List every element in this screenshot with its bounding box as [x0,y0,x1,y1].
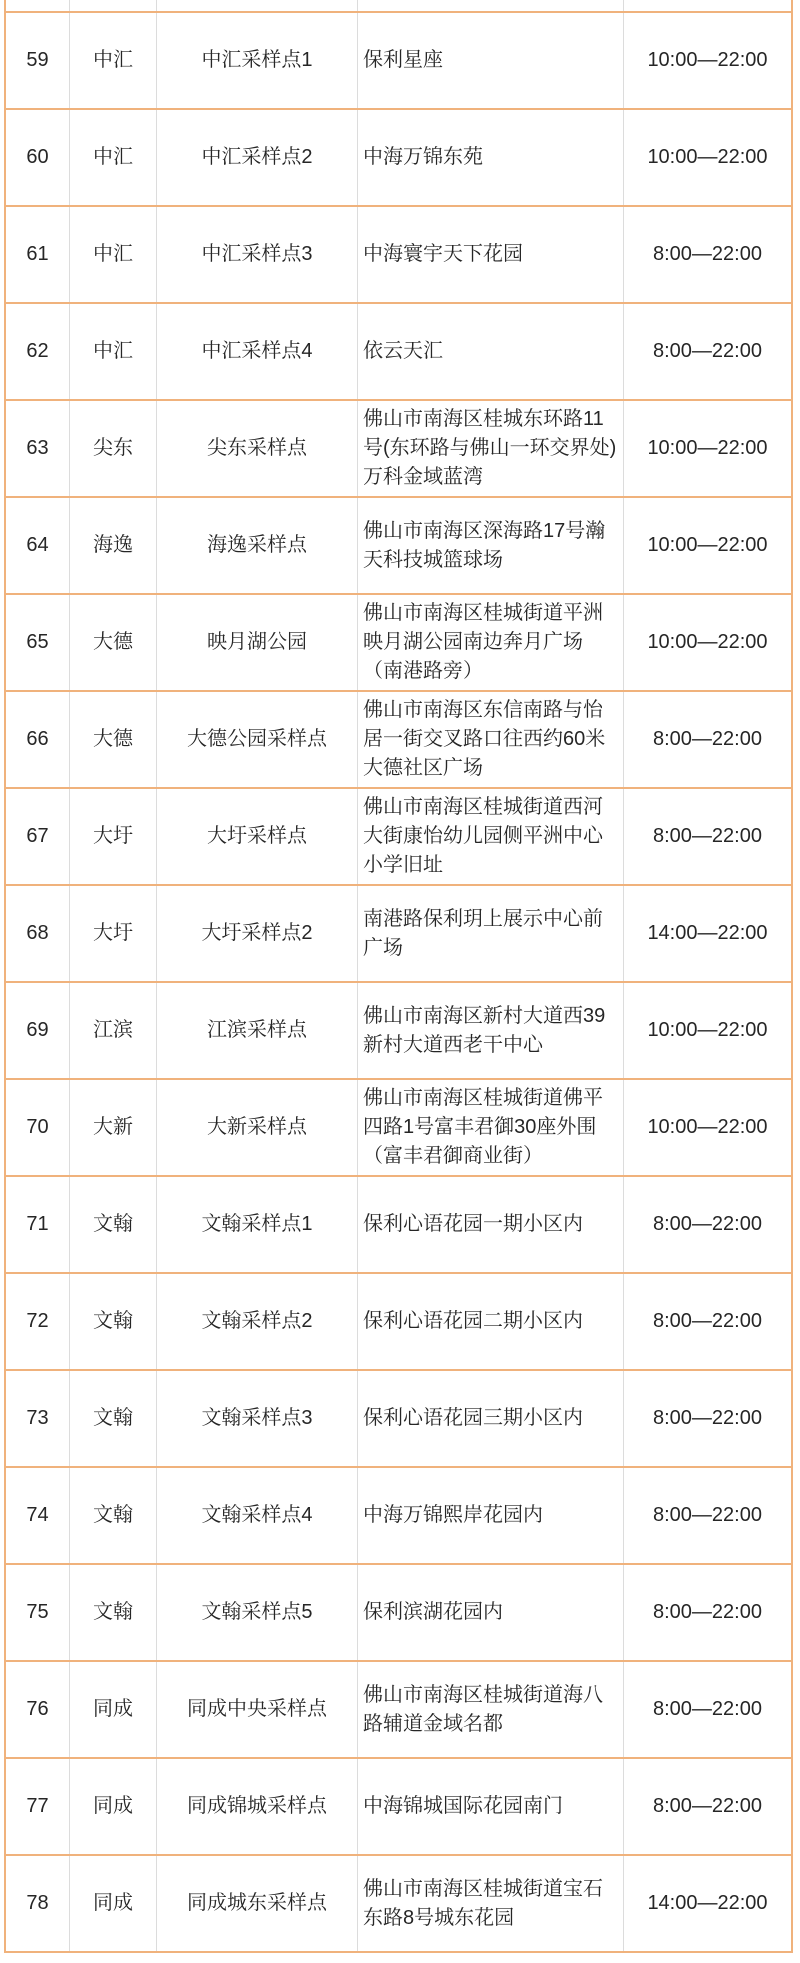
table-body [6,13,791,1953]
row-number-cell: 62 [26,340,49,362]
hours-cell: 8:00—22:00 [623,304,791,399]
area-cell: 文翰 [69,1565,156,1660]
site-name-cell: 文翰采样点3 [156,1371,357,1466]
address-cell: 佛山市南海区桂城东环路11号(东环路与佛山一环交界处)万科金域蓝湾 [357,401,623,496]
sampling-points-table [4,0,793,1953]
area-cell: 文翰 [69,1371,156,1466]
site-name-cell: 映月湖公园 [156,595,357,690]
address-cell: 南港路保利玥上展示中心前广场 [357,886,623,981]
address-cell: 中海寰宇天下花园 [357,207,623,302]
row-number-cell: 76 [26,1698,49,1720]
site-name-cell: 中汇采样点4 [156,304,357,399]
address-cell: 保利星座 [357,13,623,108]
table-row [6,13,791,110]
area-cell: 中汇 [69,13,156,108]
area-cell: 同成 [69,1662,156,1757]
hours-cell: 8:00—22:00 [623,1371,791,1466]
site-name-cell: 中汇采样点1 [156,13,357,108]
area-cell: 大德 [69,692,156,787]
hours-cell: 8:00—22:00 [623,1759,791,1854]
address-cell: 佛山市南海区东信南路与怡居一街交叉路口往西约60米大德社区广场 [357,692,623,787]
table-row [6,1080,791,1177]
row-number-cell: 60 [26,146,49,168]
table-row [6,1662,791,1759]
hours-cell: 8:00—22:00 [623,1565,791,1660]
table-row [6,498,791,595]
site-name-cell: 中汇采样点2 [156,110,357,205]
row-number-cell: 68 [26,922,49,944]
hours-cell: 8:00—22:00 [623,1177,791,1272]
address-cell: 佛山市南海区桂城街道平洲映月湖公园南边奔月广场（南港路旁） [357,595,623,690]
site-name-cell: 同成锦城采样点 [156,1759,357,1854]
table-row [6,595,791,692]
area-cell: 文翰 [69,1274,156,1369]
address-cell: 佛山市南海区桂城街道海八路辅道金域名都 [357,1662,623,1757]
table-row [6,789,791,886]
row-number-cell: 72 [26,1310,49,1332]
address-cell: 中海万锦东苑 [357,110,623,205]
hours-cell: 10:00—22:00 [623,595,791,690]
hours-cell: 8:00—22:00 [623,1662,791,1757]
row-number-cell: 74 [26,1504,49,1526]
row-number-cell: 75 [26,1601,49,1623]
hours-cell: 14:00—22:00 [623,1856,791,1951]
hours-cell: 10:00—22:00 [623,13,791,108]
partial-row [6,0,791,13]
site-name-cell: 同成城东采样点 [156,1856,357,1951]
hours-cell: 10:00—22:00 [623,498,791,593]
site-name-cell: 文翰采样点1 [156,1177,357,1272]
hours-cell: 8:00—22:00 [623,692,791,787]
table-row [6,1468,791,1565]
address-cell: 中海锦城国际花园南门 [357,1759,623,1854]
row-number-cell: 77 [26,1795,49,1817]
table-row [6,1565,791,1662]
area-cell: 大圩 [69,886,156,981]
row-number-cell: 59 [26,49,49,71]
table-row [6,1856,791,1953]
address-cell: 保利心语花园三期小区内 [357,1371,623,1466]
table-row [6,692,791,789]
area-cell: 尖东 [69,401,156,496]
site-name-cell: 同成中央采样点 [156,1662,357,1757]
address-cell: 保利心语花园二期小区内 [357,1274,623,1369]
hours-cell: 8:00—22:00 [623,207,791,302]
area-cell: 中汇 [69,304,156,399]
row-number-cell: 69 [26,1019,49,1041]
hours-cell: 8:00—22:00 [623,1468,791,1563]
site-name-cell: 大新采样点 [156,1080,357,1175]
address-cell: 依云天汇 [357,304,623,399]
address-cell: 中海万锦熙岸花园内 [357,1468,623,1563]
area-cell: 中汇 [69,207,156,302]
area-cell: 同成 [69,1856,156,1951]
row-number-cell: 66 [26,728,49,750]
site-name-cell: 文翰采样点2 [156,1274,357,1369]
address-cell: 佛山市南海区深海路17号瀚天科技城篮球场 [357,498,623,593]
row-number-cell: 63 [26,437,49,459]
table-row [6,304,791,401]
table-row [6,401,791,498]
site-name-cell: 文翰采样点4 [156,1468,357,1563]
site-name-cell: 文翰采样点5 [156,1565,357,1660]
hours-cell: 10:00—22:00 [623,1080,791,1175]
row-number-cell [6,0,69,11]
site-name-cell: 尖东采样点 [156,401,357,496]
address-cell: 佛山市南海区桂城街道佛平四路1号富丰君御30座外围（富丰君御商业街） [357,1080,623,1175]
area-cell: 海逸 [69,498,156,593]
area-cell: 中汇 [69,110,156,205]
site-name-cell: 大圩采样点2 [156,886,357,981]
address-cell: 保利心语花园一期小区内 [357,1177,623,1272]
table-row [6,1274,791,1371]
row-number-cell: 64 [26,534,49,556]
table-row [6,110,791,207]
row-number-cell: 71 [26,1213,49,1235]
table-row [6,1177,791,1274]
table-row [6,1759,791,1856]
area-cell: 同成 [69,1759,156,1854]
hours-cell: 10:00—22:00 [623,110,791,205]
row-number-cell: 78 [26,1892,49,1914]
table-row [6,207,791,304]
hours-cell [623,0,791,11]
area-cell: 大新 [69,1080,156,1175]
row-number-cell: 61 [26,243,49,265]
hours-cell: 10:00—22:00 [623,983,791,1078]
row-number-cell: 65 [26,631,49,653]
row-number-cell: 67 [26,825,49,847]
table-row [6,1371,791,1468]
area-cell: 文翰 [69,1468,156,1563]
address-cell: 保利滨湖花园内 [357,1565,623,1660]
address-cell: 佛山市南海区新村大道西39新村大道西老干中心 [357,983,623,1078]
site-name-cell: 大圩采样点 [156,789,357,884]
area-cell: 江滨 [69,983,156,1078]
address-cell: 佛山市南海区桂城街道西河大街康怡幼儿园侧平洲中心小学旧址 [357,789,623,884]
site-name-cell: 中汇采样点3 [156,207,357,302]
address-cell [357,0,623,11]
site-name-cell [156,0,357,11]
area-cell [69,0,156,11]
hours-cell: 8:00—22:00 [623,789,791,884]
area-cell: 大德 [69,595,156,690]
area-cell: 文翰 [69,1177,156,1272]
address-cell: 佛山市南海区桂城街道宝石东路8号城东花园 [357,1856,623,1951]
area-cell: 大圩 [69,789,156,884]
table-row [6,983,791,1080]
hours-cell: 8:00—22:00 [623,1274,791,1369]
row-number-cell: 70 [26,1116,49,1138]
hours-cell: 10:00—22:00 [623,401,791,496]
table-row [6,886,791,983]
site-name-cell: 海逸采样点 [156,498,357,593]
row-number-cell: 73 [26,1407,49,1429]
site-name-cell: 大德公园采样点 [156,692,357,787]
site-name-cell: 江滨采样点 [156,983,357,1078]
hours-cell: 14:00—22:00 [623,886,791,981]
